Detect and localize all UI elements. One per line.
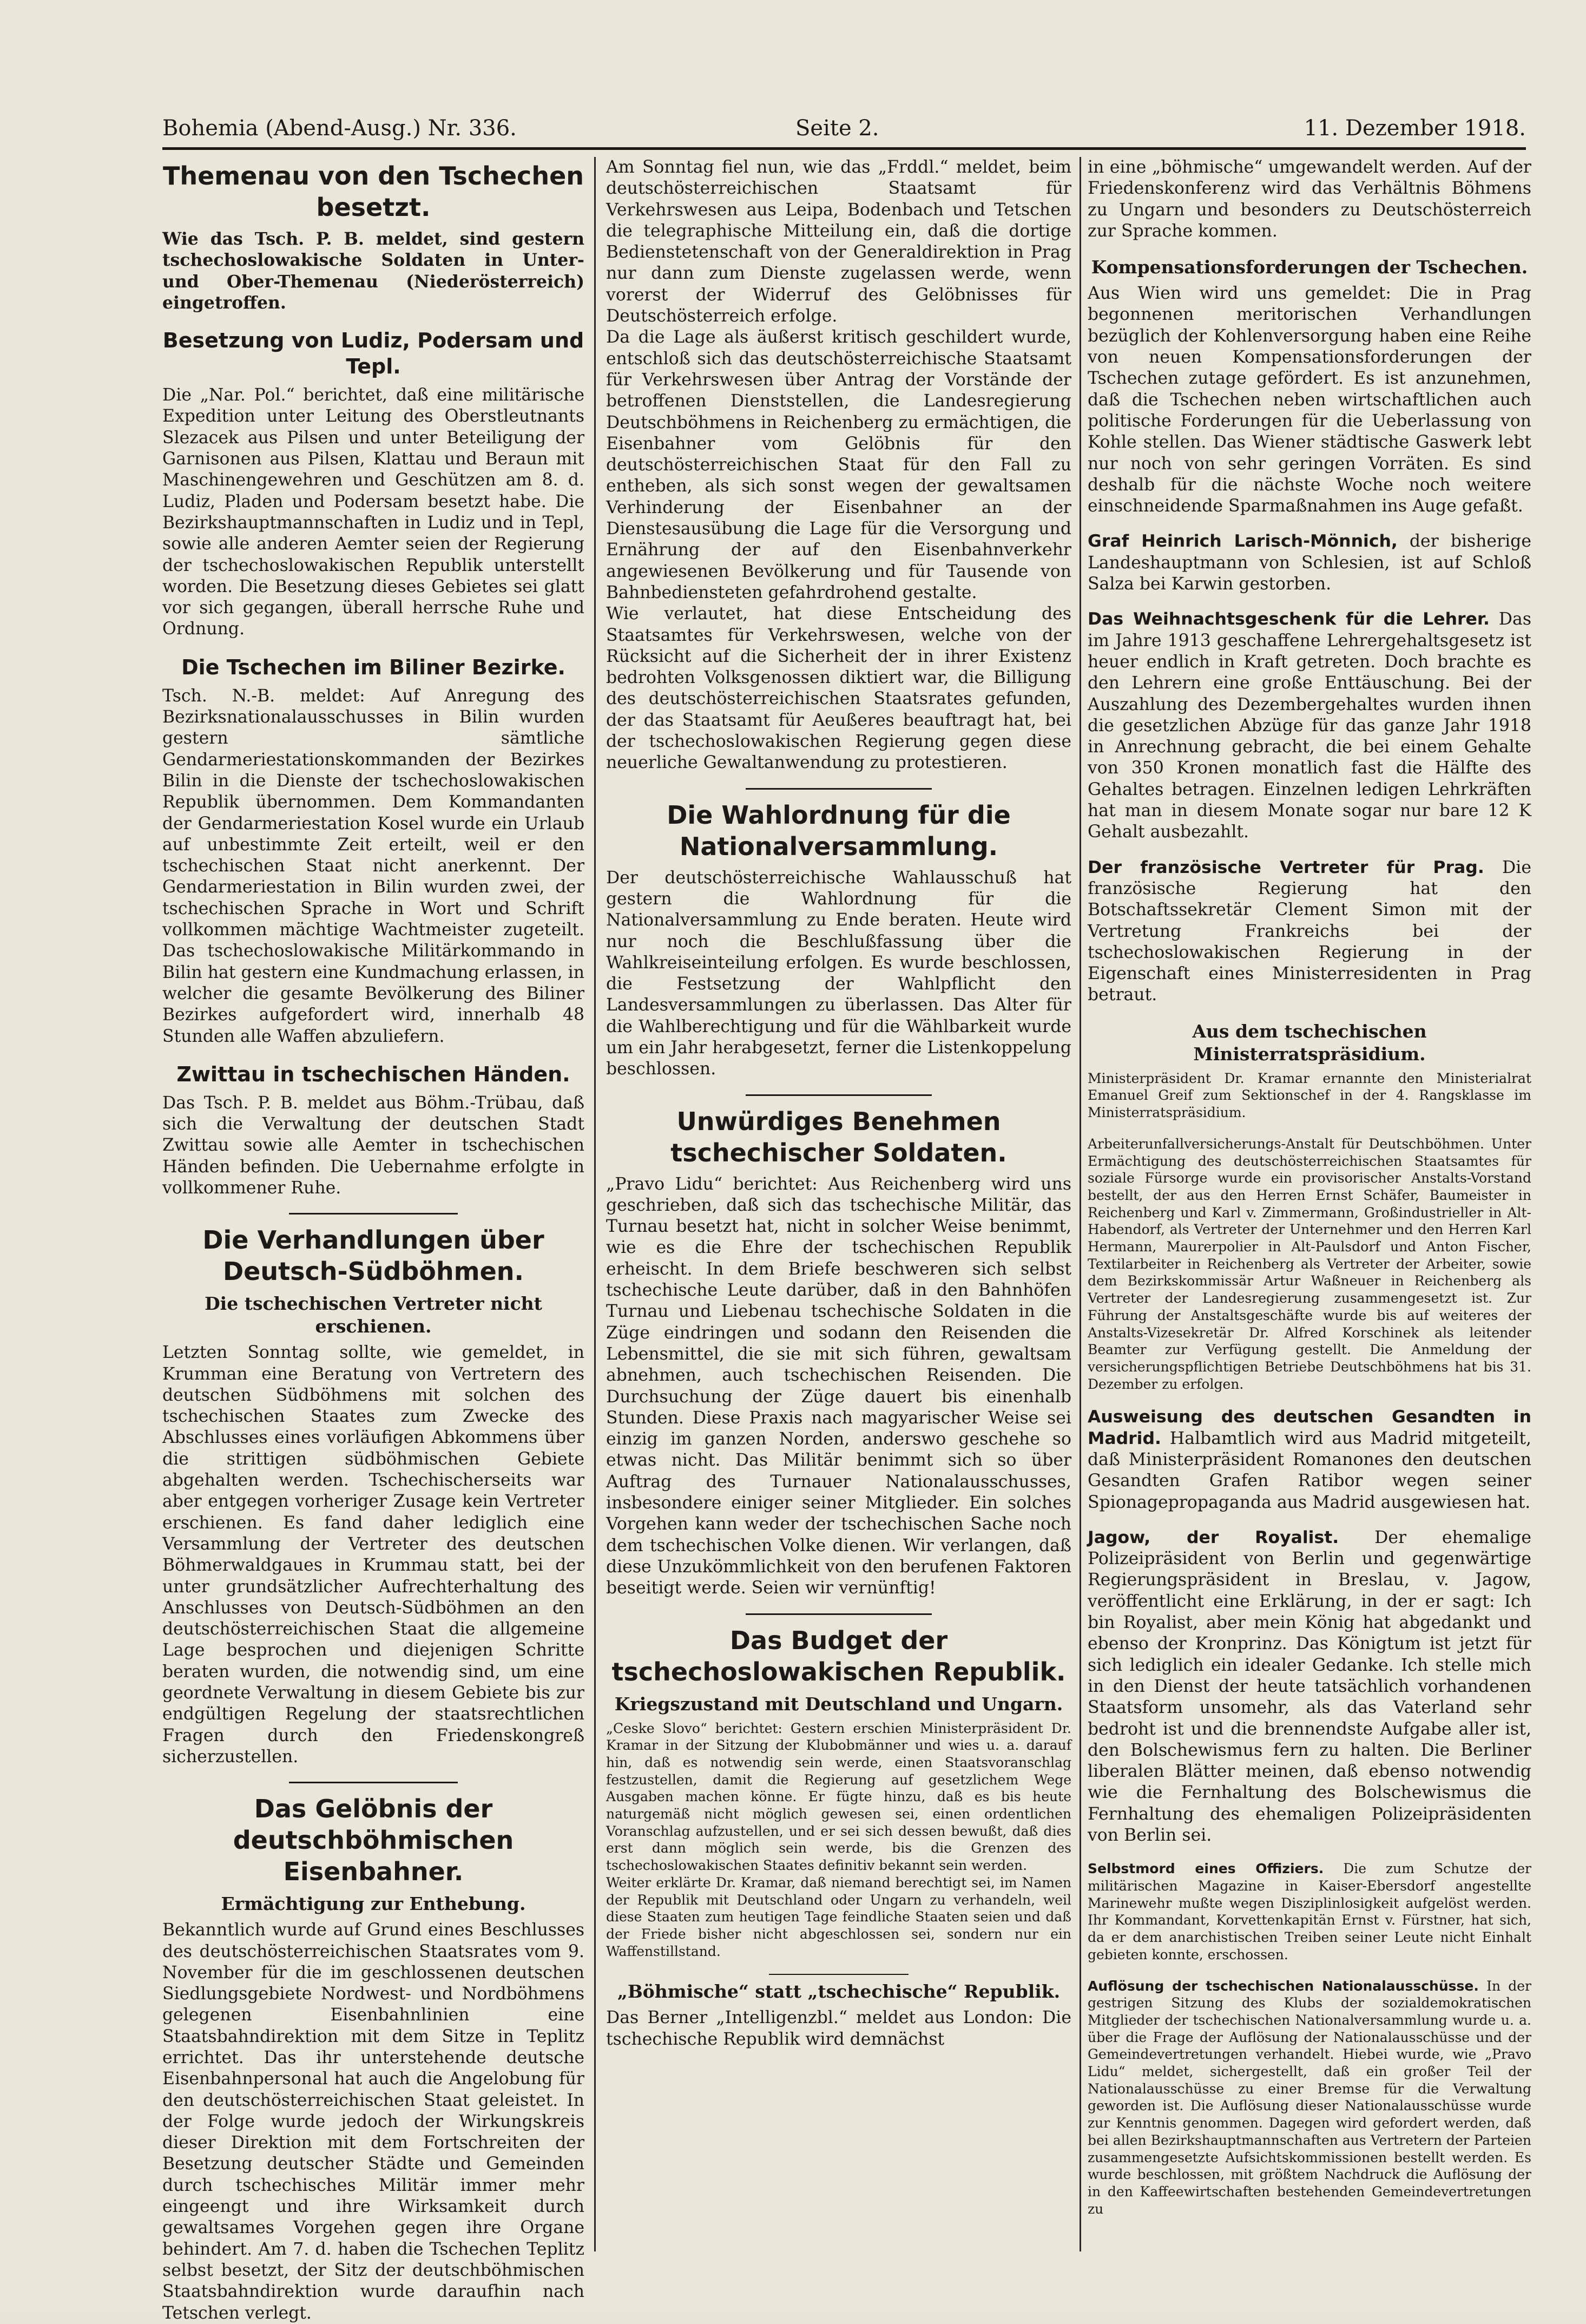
article-body: „Pravo Lidu“ berichtet: Aus Reichenberg wird uns geschrieben, daß sich das tschechische Militär, das Turnau besetzt hat, nicht in solcher Weise benimmt, wie es die Ehre der tschechischen Republik erheischt. In dem Briefe beschweren sich selbst tschechische Leute darüber, daß in den Bahnhöfen Turnau und Liebenau tschechische Soldaten in die Züge eindringen und sodann den Reisenden die Lebensmittel, die sie mit sich führen, gewaltsam abnehmen, auch tschechischen Reisenden. Die Durchsuchung der Züge dauert bis einenhalb Stunden. Diese Praxis nach magyarischer Weise sei einzig im ganzen Norden, anderswo geschehe so etwas nicht. Das Militär benimmt sich so über Auftrag des Turnauer Nationalausschusses, insbesondere einiger seiner Mitglieder. Ein solches Vorgehen kann weder der tschechischen Sache noch dem tschechischen Volke dienen. Wir verlangen, daß diese Unzukömmlichkeit von den berufenen Faktoren beseitigt werde. Seien wir vernünftig! bbox=[606, 1174, 1071, 1598]
article-body: Ministerpräsident Dr. Kramar ernannte den Ministerialrat Emanuel Greif zum Sektionschef in der 4. Rangsklasse im Ministerratspräsidium. bbox=[1088, 1070, 1531, 1121]
inline-headline: Jagow, der Royalist. bbox=[1088, 1527, 1339, 1547]
inline-headline: Selbstmord eines Offiziers. bbox=[1088, 1861, 1324, 1877]
article-themenau bbox=[162, 160, 584, 313]
column-2 bbox=[606, 157, 1071, 2251]
section-divider bbox=[746, 788, 932, 790]
article-paragraph: „Ceske Slovo“ berichtet: Gestern erschien Ministerpräsident Dr. Kramar in der Sitzung der Klubobmänner und wies u. a. darauf hin, daß es notwendig sein werde, einen Staatsvoranschlag festzustellen, damit die Regierung auf gesetzlichem Wege Ausgaben machen könne. Er fügte hinzu, daß es bis heute naturgemäß nicht möglich gewesen sei, einen ordentlichen Voranschlag aufzustellen, und er sei sich dessen bewußt, daß dies erst dann möglich sein werde, bis die Grenzen des tschechoslowakischen Staates definitiv bekannt sein werden. bbox=[606, 1720, 1071, 1874]
article-franzoesischer-vertreter bbox=[1088, 857, 1531, 1006]
article-body: Die französische Regierung hat den Botschaftssekretär Clement Simon mit der Vertretung Frankreichs bei der tschechoslowakischen Regierung in der Eigenschaft eines Ministerresidenten in Prag betraut. bbox=[1088, 857, 1532, 1005]
subheadline: Kriegszustand mit Deutschland und Ungarn. bbox=[614, 1693, 1063, 1715]
column-1 bbox=[162, 157, 584, 2323]
article-body: Letzten Sonntag sollte, wie gemeldet, in Krumman eine Beratung von Vertretern des deutschen Südböhmens mit solchen des tschechischen Staates zum Zwecke des Abschlusses eines vorläufigen Abkommens über die strittigen südböhmischen Gebiete abgehalten werden. Tschechischerseits war aber entgegen vorheriger Zusage kein Vertreter erschienen. Es fand daher lediglich eine Versammlung der Vertreter des deutschen Böhmerwaldgaues in Krummau statt, bei der unter grundsätzlicher Aufrechterhaltung des Anschlusses von Deutsch-Südböhmen an den deutschösterreichischen Staat die allgemeine Lage besprochen und diejenigen Schritte beraten wurden, die notwendig sind, um eine geordnete Verwaltung in diesem Gebiete bis zur endgültigen Regelung der staatsrechtlichen Fragen durch den Friedenskongreß sicherzustellen. bbox=[162, 1343, 584, 1767]
article-unfallversicherung bbox=[1088, 1135, 1531, 1393]
headline: Unwürdiges Benehmen tschechischer Soldaten. bbox=[670, 1106, 1007, 1167]
headline: Die Tschechen im Biliner Bezirke. bbox=[181, 655, 565, 679]
article-ministerrat bbox=[1088, 1020, 1531, 1121]
section-divider bbox=[746, 1613, 932, 1615]
inline-headline: Aus dem tschechischen Ministerratspräsidium. bbox=[1192, 1020, 1427, 1065]
article-body: in eine „böhmische“ umgewandelt werden. Auf der Friedenskonferenz wird das Verhältnis Böhmens zu Ungarn und besonders zu Deutschösterreich zur Sprache kommen. bbox=[1088, 157, 1531, 241]
article-wahlordnung bbox=[606, 799, 1071, 1080]
article-nationalausschuesse bbox=[1088, 1978, 1531, 2218]
article-boehmische-cont bbox=[1088, 157, 1531, 242]
article-body: Tsch. N.-B. meldet: Auf Anregung des Bezirksnationalausschusses in Bilin wurden gestern sämtliche Gendarmeriestationskommanden der Bezirkes Bilin in die Dienste der tschechoslowakischen Republik übernommen. Dem Kommandanten der Gendarmeriestation Kosel wurde ein Urlaub auf unbestimmte Zeit erteilt, weil er den tschechischen Staat nicht anerkennt. Der Gendarmeriestation in Bilin wurden zwei, der tschechischen Sprache in Wort und Schrift vollkommen mächtige Wachtmeister zugeteilt. Das tschechoslowakische Militärkommando in Bilin hat gestern eine Kundmachung erlassen, in welcher die gesamte Bevölkerung des Biliner Bezirkes aufgefordert wird, innerhalb 48 Stunden alle Waffen abzuliefern. bbox=[162, 686, 584, 1046]
subheadline: Die tschechischen Vertreter nicht erschienen. bbox=[205, 1293, 542, 1337]
article-body: Bekanntlich wurde auf Grund eines Beschlusses des deutschösterreichischen Staatsrates vom 9. November für die im geschlossenen deutschen Siedlungsgebiete Nordwest- und Nordböhmens gelegenen Eisenbahnlinien eine Staatsbahndirektion mit dem Sitze in Teplitz errichtet. Das ihr unterstehende deutsche Eisenbahnpersonal hat auch die Angelobung für den deutschösterreichischen Staat geleistet. In der Folge wurde jedoch der Wirkungskreis dieser Direktion mit dem Fortschreiten der Besetzung deutscher Städte und Gemeinden durch tschechisches Militär immer mehr eingeengt und ihre Wirksamkeit durch gewaltsames Vorgehen gegen ihre Organe behindert. Am 7. d. haben die Tschechen Teplitz selbst besetzt, der Sitz der deutschböhmischen Staatsbahndirektion wurde daraufhin nach Tetschen verlegt. bbox=[162, 1920, 584, 2323]
article-suedboehmen bbox=[162, 1224, 584, 1768]
article-budget bbox=[606, 1625, 1071, 1960]
article-body: Der ehemalige Polizeipräsident von Berlin und gegenwärtige Regierungspräsident in Breslau, v. Jagow, veröffentlicht eine Erklärung, in der er sagt: Ich bin Royalist, aber mein König hat abgedankt und ebenso der Kronprinz. Das Königtum ist jetzt für sich lediglich ein idealer Gedanke. Ich stelle mich in den Dienst der heute tatsächlich vorhandenen Staatsform unsomehr, als das Vaterland sehr bedroht ist und die brennendste Aufgabe aller ist, den Bolschewismus fern zu halten. Die Berliner liberalen Blätter meinen, daß ebenso notwendig wie die Fernhaltung des Bolschewismus die Fernhaltung des ehemaligen Polizeipräsidenten von Berlin sei. bbox=[1088, 1527, 1531, 1845]
article-zwittau bbox=[162, 1061, 584, 1199]
article-paragraph: Wie verlautet, hat diese Entscheidung des Staatsamtes für Verkehrswesen, welche von der Rücksicht auf die Sicherheit der in ihrer Existenz bedrohten Volksgenossen diktiert war, die Billigung des deutschösterreichischen Staatsrates gefunden, der das Staatsamt für Aeußeres beauftragt hat, bei der tschechoslowakischen Regierung gegen diese neuerliche Gewaltanwendung zu protestieren. bbox=[606, 604, 1071, 773]
issue-date: 11. Dezember 1918. bbox=[1304, 116, 1526, 141]
article-body: Das Tsch. P. B. meldet aus Böhm.-Trübau, daß sich die Verwaltung der deutschen Stadt Zwittau sowie alle Aemter in tschechischen Händen befinden. Die Uebernahme erfolgte in vollkommener Ruhe. bbox=[162, 1093, 584, 1198]
column-rule bbox=[1080, 157, 1081, 2251]
article-madrid bbox=[1088, 1407, 1531, 1513]
article-ludiz bbox=[162, 327, 584, 640]
article-body: Arbeiterunfallversicherungs-Anstalt für Deutschböhmen. Unter Ermächtigung des deutschösterreichischen Staatsamtes für soziale Fürsorge wurde ein provisorischer Anstalts-Vorstand bestellt, der aus den Herren Ernst Schäfer, Baumeister in Reichenberg und Karl v. Zimmermann, Großindustrieller in Alt-Habendorf, als Vertreter der Unternehmer und den Herren Karl Hermann, Maurerpolier in Alt-Paulsdorf und Anton Fischer, Textilarbeiter in Reichenberg als Vertreter der Arbeiter, sowie dem Bezirkskommissär Artur Waßneuer in Reichenberg als Vertreter der Landesregierung zusammengesetzt ist. Zur Führung der Anstaltsgeschäfte wurde bis auf weiteres der Anstalts-Vizesekretär Dr. Alfred Korschinek als leitender Beamter zur Verfügung gestellt. Die Anmeldung der versicherungspflichtigen Betriebe Deutschböhmens hat bis 31. Dezember zu erfolgen. bbox=[1088, 1135, 1531, 1392]
headline: Die Verhandlungen über Deutsch-Südböhmen. bbox=[202, 1225, 544, 1286]
section-divider bbox=[746, 1094, 932, 1096]
article-body: Das Berner „Intelligenzbl.“ meldet aus London: Die tschechische Republik wird demnächst bbox=[606, 2008, 1071, 2049]
article-body: Wie das Tsch. P. B. meldet, sind gestern tschechoslowakische Soldaten in Unter- und Ober-Themenau (Niederösterreich) eingetroffen. bbox=[162, 229, 584, 313]
inline-headline: Ausweisung des deutschen Gesandten in Madrid. bbox=[1088, 1407, 1531, 1448]
inline-headline: Graf Heinrich Larisch-Mönnich, bbox=[1088, 531, 1398, 552]
inline-headline: Der französische Vertreter für Prag. bbox=[1088, 857, 1484, 877]
article-body: Aus Wien wird uns gemeldet: Die in Prag begonnenen meritorischen Verhandlungen bezüglich der Kohlenversorgung haben eine Reihe von neuen Kompensationsforderungen der Tschechen zutage gefördert. Es ist anzunehmen, daß die Tschechen neben wirtschaftlichen auch politische Forderungen für die Ueberlassung von Kohle stellen. Das Wiener städtische Gaswerk lebt nur noch von sehr geringen Vorräten. Es sind deshalb für die nächste Woche noch weitere einschneidende Sparmaßnahmen ins Auge gefaßt. bbox=[1088, 284, 1531, 516]
column-rule bbox=[594, 157, 596, 2251]
running-header bbox=[162, 111, 1526, 146]
page-number: Seite 2. bbox=[795, 116, 879, 141]
article-selbstmord bbox=[1088, 1860, 1531, 1963]
article-body: Der deutschösterreichische Wahlausschuß hat gestern die Wahlordnung für die Nationalversammlung zu Ende beraten. Heute wird nur noch die Beschlußfassung über die Wahlkreiseinteilung erfolgen. Es wurde beschlossen, die Festsetzung der Wahlpflicht den Landesversammlungen zu überlassen. Das Alter für die Wahlberechtigung und für die Wählbarkeit wurde um ein Jahr herabgesetzt, ferner die Listenkoppelung beschlossen. bbox=[606, 868, 1071, 1079]
article-kompensation bbox=[1088, 256, 1531, 517]
article-paragraph: Am Sonntag fiel nun, wie das „Frddl.“ meldet, beim deutschösterreichischen Staatsamt für Verkehrswesen aus Leipa, Bodenbach und Tetschen die telegraphische Mitteilung ein, daß die dortige Bedienstetenschaft von der Generaldirektion in Prag nur dann zum Dienste zugelassen werde, wenn vorerst der Widerruf des Gelöbnisses für Deutschösterreich erfolge. bbox=[606, 157, 1071, 326]
article-bilin bbox=[162, 654, 584, 1047]
section-divider bbox=[289, 1213, 458, 1214]
article-body: Die zum Schutze der militärischen Magazine in Kaiser-Ebersdorf angestellte Marinewehr mußte wegen Disziplinlosigkeit aufgelöst werden. Ihr Kommandant, Korvettenkapitän Ernst v. Fürstner, hat sich, da er dem anarchistischen Treiben seiner Leute nicht Einhalt gebieten konnte, erschossen. bbox=[1088, 1861, 1531, 1962]
headline: Zwittau in tschechischen Händen. bbox=[176, 1062, 570, 1086]
subheadline: Ermächtigung zur Enthebung. bbox=[221, 1893, 526, 1915]
masthead-issue: Bohemia (Abend-Ausg.) Nr. 336. bbox=[162, 116, 517, 141]
article-body: Das im Jahre 1913 geschaffene Lehrergehaltsgesetz ist heuer endlich in Kraft getreten. Doch brachte es den Lehrern eine große Enttäuschung. Bei der Auszahlung des Dezembergehaltes wurden ihnen die gesetzlichen Abzüge für das ganze Jahr 1918 in Anrechnung gebracht, die bei einem Gehalte von 350 Kronen monatlich fast die Hälfte des Gehaltes betragen. Einzelnen ledigen Lehrkräften hat man in diesem Monate sogar nur bare 12 K Gehalt ausbezahlt. bbox=[1088, 609, 1531, 842]
article-jagow bbox=[1088, 1527, 1531, 1846]
section-divider bbox=[289, 1782, 458, 1783]
article-boehmische-republik bbox=[606, 1980, 1071, 2050]
article-body: In der gestrigen Sitzung des Klubs der sozialdemokratischen Mitglieder der tschechischen Nationalversammlung wurde u. a. über die Frage der Auflösung der Nationalausschüsse und der Gemeindevertretungen verhandelt. Hiebei wurde, wie „Pravo Lidu“ meldet, sichergestellt, daß ein großer Teil der Nationalausschüsse zu einer Bremse für die Verwaltung geworden ist. Die Auflösung dieser Nationalausschüsse wurde zur Kenntnis genommen. Dagegen wird gefordert werden, daß bei allen Bezirkshauptmannschaften aus Vertretern der Parteien zusammengesetzte Aufsichtskommissionen bestellt werden. Es wurde beschlossen, mit größtem Nachdruck die Auflösung der in den Kaffeewirtschaften bestehenden Gemeindevertretungen zu bbox=[1088, 1978, 1531, 2217]
article-eisenbahner bbox=[162, 1793, 584, 2324]
headline: Themenau von den Tschechen besetzt. bbox=[162, 161, 584, 222]
headline: Besetzung von Ludiz, Podersam und Tepl. bbox=[162, 329, 584, 379]
article-paragraph: Da die Lage als äußerst kritisch geschildert wurde, entschloß sich das deutschösterreichische Staatsamt für Verkehrswesen über Antrag der Vorstände der betroffenen Dienststellen, die Landesregierung Deutschböhmens in Reichenberg zu ermächtigen, die Eisenbahner vom Gelöbnis für den deutschösterreichischen Staat für den Fall zu entheben, als sich sonst wegen der gewaltsamen Verhinderung der Eisenbahner an der Dienstesausübung die Lage für die Versorgung und Ernährung der auf den Eisenbahnverkehr angewiesenen Bevölkerung und für Tausende von Bahnbediensteten gefahrdrohend gestalte. bbox=[606, 327, 1071, 602]
headline: „Böhmische“ statt „tschechische“ Republik. bbox=[617, 1981, 1061, 2003]
article-eisenbahner-cont bbox=[606, 157, 1071, 774]
header-rule bbox=[162, 147, 1526, 150]
section-divider bbox=[769, 1974, 909, 1975]
headline: Das Gelöbnis der deutschböhmischen Eisenbahner. bbox=[233, 1794, 514, 1887]
article-soldaten bbox=[606, 1106, 1071, 1599]
article-body: Halbamtlich wird aus Madrid mitgeteilt, daß Ministerpräsident Romanones den deutschen Gesandten Grafen Ratibor wegen seiner Spionagepropaganda aus Madrid ausgewiesen hat. bbox=[1088, 1428, 1532, 1512]
column-3 bbox=[1088, 157, 1531, 2251]
inline-headline: Auflösung der tschechischen Nationalausschüsse. bbox=[1088, 1978, 1479, 1994]
article-body: Die „Nar. Pol.“ berichtet, daß eine militärische Expedition unter Leitung des Oberstleutnants Slezacek aus Pilsen und unter Beteiligung der Garnisonen aus Pilsen, Klattau und Beraun mit Maschinengewehren und Geschützen am 8. d. Ludiz, Pladen und Podersam besetzt habe. Die Bezirkshauptmannschaften in Ludiz und in Tepl, sowie alle anderen Aemter seien der Regierung der tschechoslowakischen Republik unterstellt worden. Die Besetzung dieses Gebietes sei glatt vor sich gegangen, überall herrsche Ruhe und Ordnung. bbox=[162, 385, 584, 639]
article-body: der bisherige Landeshauptmann von Schlesien, ist auf Schloß Salza bei Karwin gestorben. bbox=[1088, 531, 1531, 594]
article-larisch bbox=[1088, 531, 1531, 595]
article-paragraph: Weiter erklärte Dr. Kramar, daß niemand berechtigt sei, im Namen der Republik mit Deutschland oder Ungarn zu verhandeln, weil diese Staaten zum heutigen Tage feindliche Staaten seien und daß der Friede bisher nicht abgeschlossen sei, sondern nur ein Waffenstillstand. bbox=[606, 1874, 1071, 1959]
article-lehrer bbox=[1088, 609, 1531, 843]
headline: Die Wahlordnung für die Nationalversammlung. bbox=[667, 800, 1011, 861]
headline: Das Budget der tschechoslowakischen Republik. bbox=[611, 1625, 1066, 1686]
inline-headline: Das Weihnachtsgeschenk für die Lehrer. bbox=[1088, 609, 1490, 629]
inline-headline: Kompensationsforderungen der Tschechen. bbox=[1091, 257, 1528, 278]
